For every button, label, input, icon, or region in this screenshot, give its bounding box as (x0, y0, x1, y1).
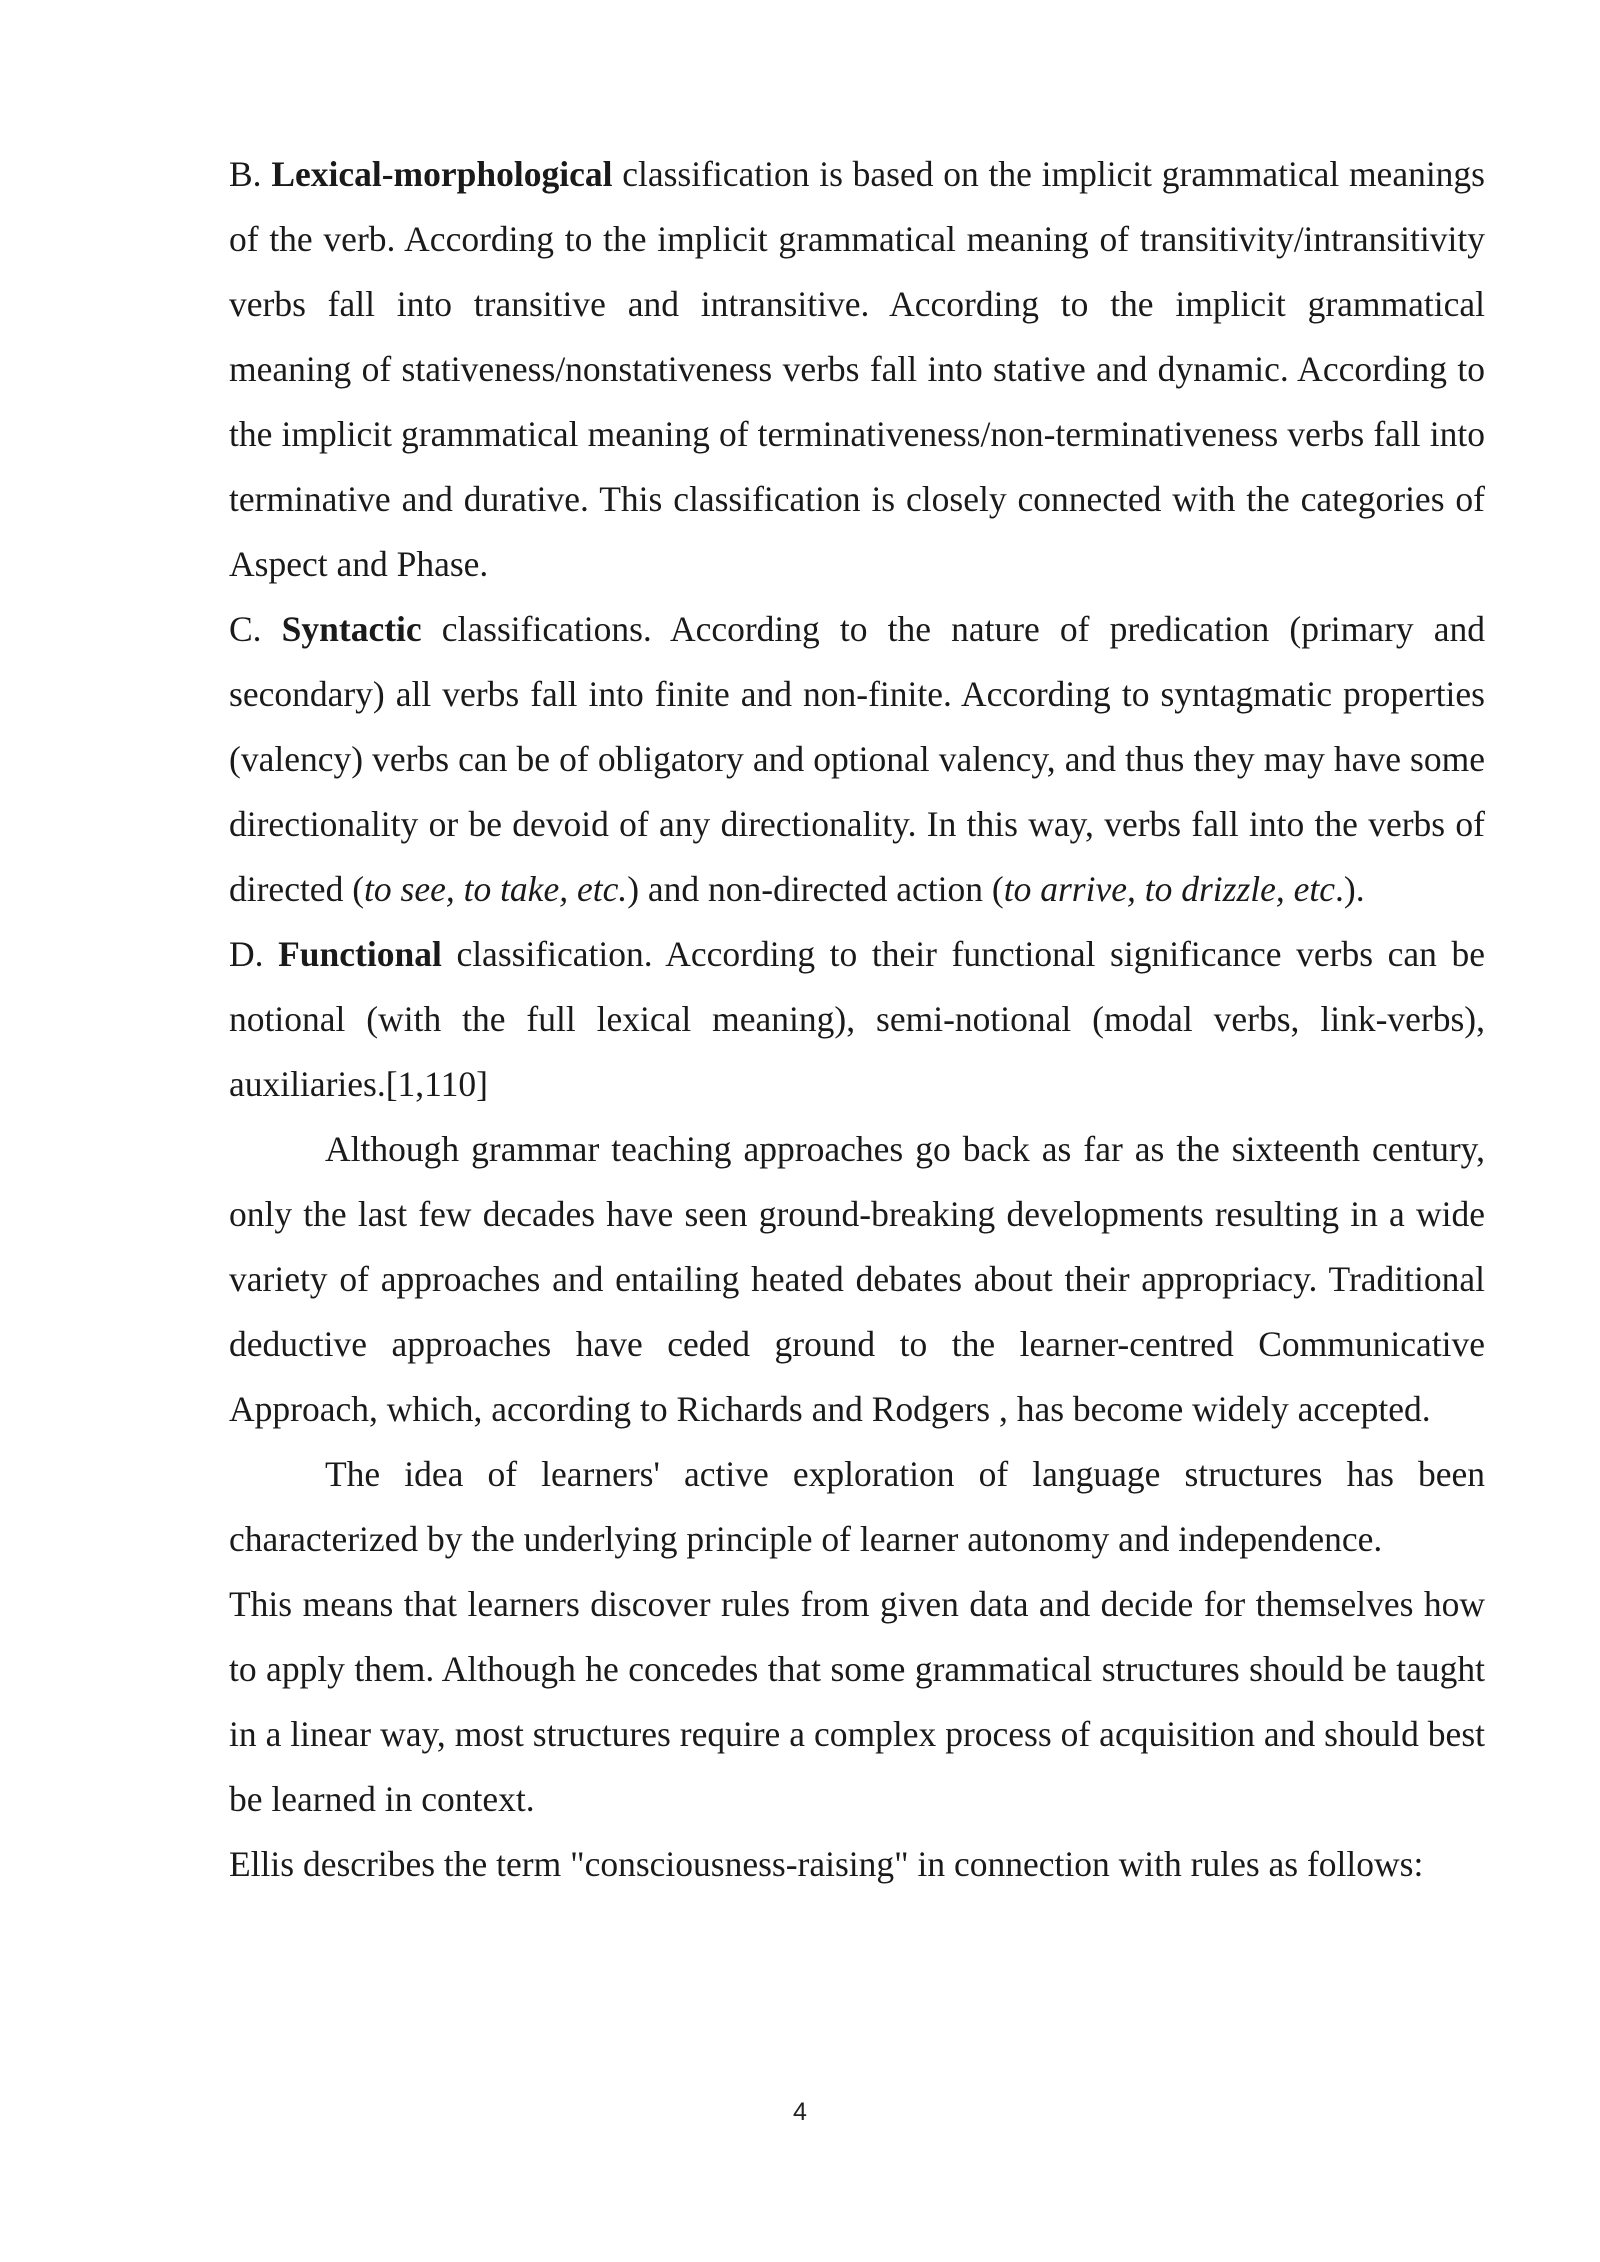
paragraph-text: .). (1335, 869, 1365, 909)
term-lexical-morphological: Lexical-morphological (271, 154, 613, 194)
paragraph-ellis: Ellis describes the term "consciousness-raising" in connection with rules as follows: (229, 1844, 1424, 1884)
term-functional: Functional (278, 934, 442, 974)
paragraph-discover-rules: This means that learners discover rules from given data and decide for themselves how to apply them. Although he concedes that some grammatical structures should be taught in a linear way, most structures require a complex process of acquisition and should best be learned in context. (229, 1584, 1485, 1819)
section-label-d: D. (229, 934, 279, 974)
example-directed-verbs: to see, to take, etc. (364, 869, 628, 909)
term-syntactic: Syntactic (281, 609, 422, 649)
section-label-c: C. (229, 609, 282, 649)
section-label-b: B. (229, 154, 272, 194)
paragraph-text: ) and non-directed action ( (627, 869, 1004, 909)
example-non-directed-verbs: to arrive, to drizzle, etc (1003, 869, 1336, 909)
paragraph-functional (229, 922, 1485, 1117)
page-number: 4 (793, 2098, 807, 2126)
paragraph-text: classification. According to their functional significance verbs can be notional (with the full lexical meaning), semi-notional (modal verbs, link-verbs), auxiliaries.[1,110] (229, 934, 1485, 1104)
paragraph-syntactic (229, 597, 1485, 922)
paragraph-text: classification is based on the implicit grammatical meanings of the verb. According to the implicit grammatical meaning of transitivity/intransitivity verbs fall into transitive and intransitive. According to the implicit grammatical meaning of stativeness/nonstativeness verbs fall into stative and dynamic. According to the implicit grammatical meaning of terminativeness/non-terminativeness verbs fall into terminative and durative. This classification is closely connected with the categories of Aspect and Phase. (229, 154, 1485, 584)
paragraph-text: classifications. According to the nature of predication (primary and secondary) all verbs fall into finite and non-finite. According to syntagmatic properties (valency) verbs can be of obligatory and optional valency, and thus they may have some directionality or be devoid of any directionality. In this way, verbs fall into the verbs of directed ( (229, 609, 1485, 909)
paragraph-exploration: The idea of learners' active exploration of language structures has been characterized by the underlying principle of learner autonomy and independence. (229, 1454, 1485, 1559)
body-text (229, 142, 1485, 1897)
paragraph-approaches: Although grammar teaching approaches go back as far as the sixteenth century, only the last few decades have seen ground-breaking developments resulting in a wide variety of approaches and entailing heated debates about their appropriacy. Traditional deductive approaches have ceded ground to the learner-centred Communicative Approach, which, according to Richards and Rodgers , has become widely accepted. (229, 1129, 1485, 1429)
paragraph-lexical-morphological (229, 142, 1485, 597)
